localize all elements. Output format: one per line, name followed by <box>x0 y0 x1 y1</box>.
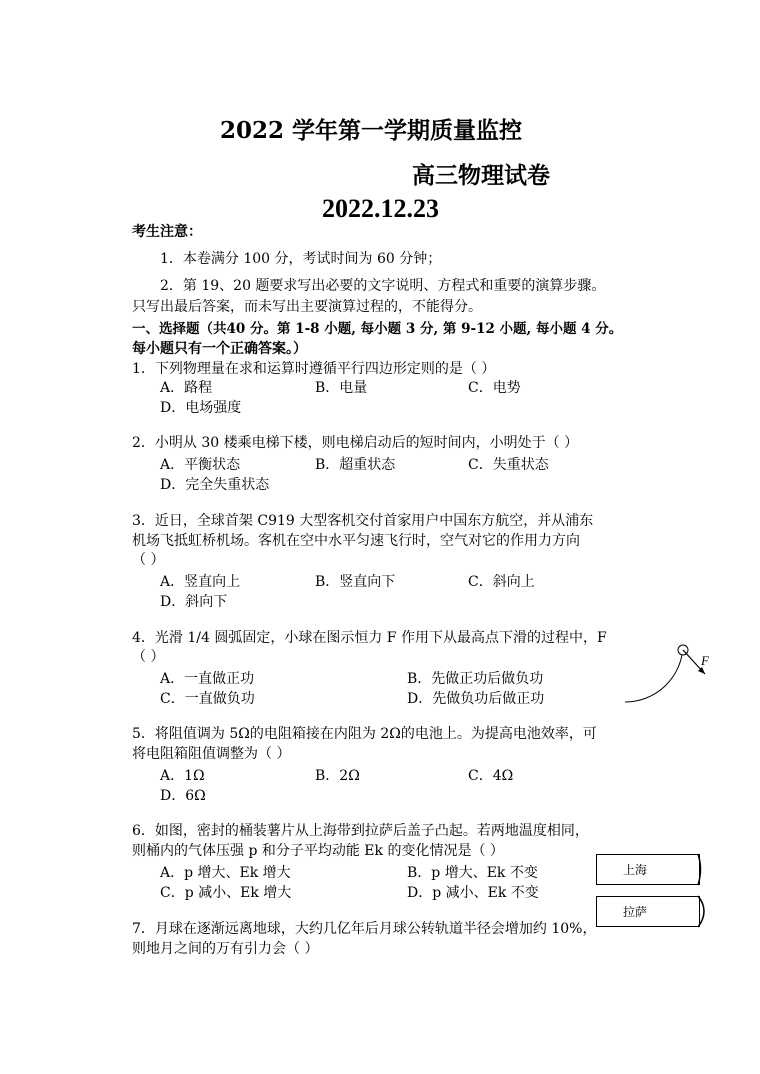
lhasa-can-box <box>596 896 700 927</box>
notice-heading: 考生注意： <box>132 224 202 240</box>
q5-option-a: A．1Ω <box>160 768 205 784</box>
question-3-stem: 3．近日，全球首架 C919 大型客机交付首家用户中国东方航空，并从浦东 <box>132 513 594 529</box>
question-3-stem-2: 机场飞抵虹桥机场。客机在空中水平匀速飞行时，空气对它的作用力方向 <box>132 533 580 549</box>
q6-option-c: C．p 减小、Ek 增大 <box>160 885 292 901</box>
quarter-arc <box>625 646 683 702</box>
q3-option-c: C．斜向上 <box>468 574 535 590</box>
q1-option-a: A．路程 <box>160 380 213 396</box>
force-label: F <box>701 653 709 668</box>
notice-item-1: 1．本卷满分 100 分，考试时间为 60 分钟； <box>160 251 442 267</box>
section-heading-cont: 每小题只有一个正确答案。） <box>132 341 307 357</box>
lhasa-label: 拉萨 <box>623 905 648 919</box>
question-4-stem-2: （ ） <box>132 649 165 665</box>
question-7-stem: 7．月球在逐渐远离地球，大约几亿年后月球公转轨道半径会增加约 10%， <box>132 921 597 937</box>
q6-option-b: B．p 增大、Ek 不变 <box>407 865 538 881</box>
q4-option-b: B．先做正功后做负功 <box>407 671 544 687</box>
page-title: 2022 学年第一学期质量监控 <box>220 117 523 144</box>
question-5-stem: 5．将阻值调为 5Ω的电阻箱接在内阻为 2Ω的电池上。为提高电池效率，可 <box>132 726 597 742</box>
shanghai-can-box <box>596 854 700 885</box>
question-3-stem-3: （ ） <box>132 552 165 568</box>
q2-option-b: B．超重状态 <box>315 457 396 473</box>
q2-option-d: D．完全失重状态 <box>160 477 270 493</box>
question-4-stem: 4．光滑 1/4 圆弧固定，小球在图示恒力 F 作用下从最高点下滑的过程中，F <box>132 630 607 646</box>
q1-option-b: B．电量 <box>315 380 368 396</box>
q3-option-d: D．斜向下 <box>160 594 228 610</box>
q5-option-c: C．4Ω <box>468 768 514 784</box>
exam-date: 2022.12.23 <box>322 194 439 223</box>
page-subtitle: 高三物理试卷 <box>412 162 550 189</box>
shanghai-lid-icon <box>696 853 706 886</box>
q5-option-b: B．2Ω <box>315 768 360 784</box>
question-1-stem: 1．下列物理量在求和运算时遵循平行四边形定则的是（ ） <box>132 361 496 377</box>
q1-option-c: C．电势 <box>468 380 521 396</box>
lhasa-lid-icon <box>696 895 710 928</box>
q4-option-c: C．一直做负功 <box>160 691 255 707</box>
q3-option-b: B．竖直向下 <box>315 574 396 590</box>
shanghai-label: 上海 <box>623 863 648 877</box>
question-6-stem-2: 则桶内的气体压强 p 和分子平均动能 Ek 的变化情况是（ ） <box>132 843 504 859</box>
q4-arc-figure <box>625 640 715 710</box>
question-7-stem-2: 则地月之间的万有引力会（ ） <box>132 941 319 957</box>
q1-option-d: D．电场强度 <box>160 400 242 416</box>
question-2-stem: 2．小明从 30 楼乘电梯下楼，则电梯启动后的短时间内，小明处于（ ） <box>132 435 579 451</box>
question-5-stem-2: 将电阻箱阻值调整为（ ） <box>132 746 291 762</box>
q3-option-a: A．竖直向上 <box>160 574 241 590</box>
q6-option-a: A．p 增大、Ek 增大 <box>160 865 291 881</box>
notice-item-2-cont: 只写出最后答案，而未写出主要演算过程的，不能得分。 <box>132 299 482 315</box>
q5-option-d: D．6Ω <box>160 788 206 804</box>
q2-option-a: A．平衡状态 <box>160 457 241 473</box>
q2-option-c: C．失重状态 <box>468 457 549 473</box>
q6-option-d: D．p 减小、Ek 不变 <box>407 885 539 901</box>
question-6-stem: 6．如图，密封的桶装薯片从上海带到拉萨后盖子凸起。若两地温度相同， <box>132 823 589 839</box>
q4-option-d: D．先做负功后做正功 <box>407 691 545 707</box>
section-heading: 一、选择题（共40 分。第 1-8 小题, 每小题 3 分, 第 9-12 小题, 每小题 4 分。 <box>132 321 623 337</box>
notice-item-2: 2．第 19、20 题要求写出必要的文字说明、方程式和重要的演算步骤。 <box>160 278 606 294</box>
q4-option-a: A．一直做正功 <box>160 671 255 687</box>
